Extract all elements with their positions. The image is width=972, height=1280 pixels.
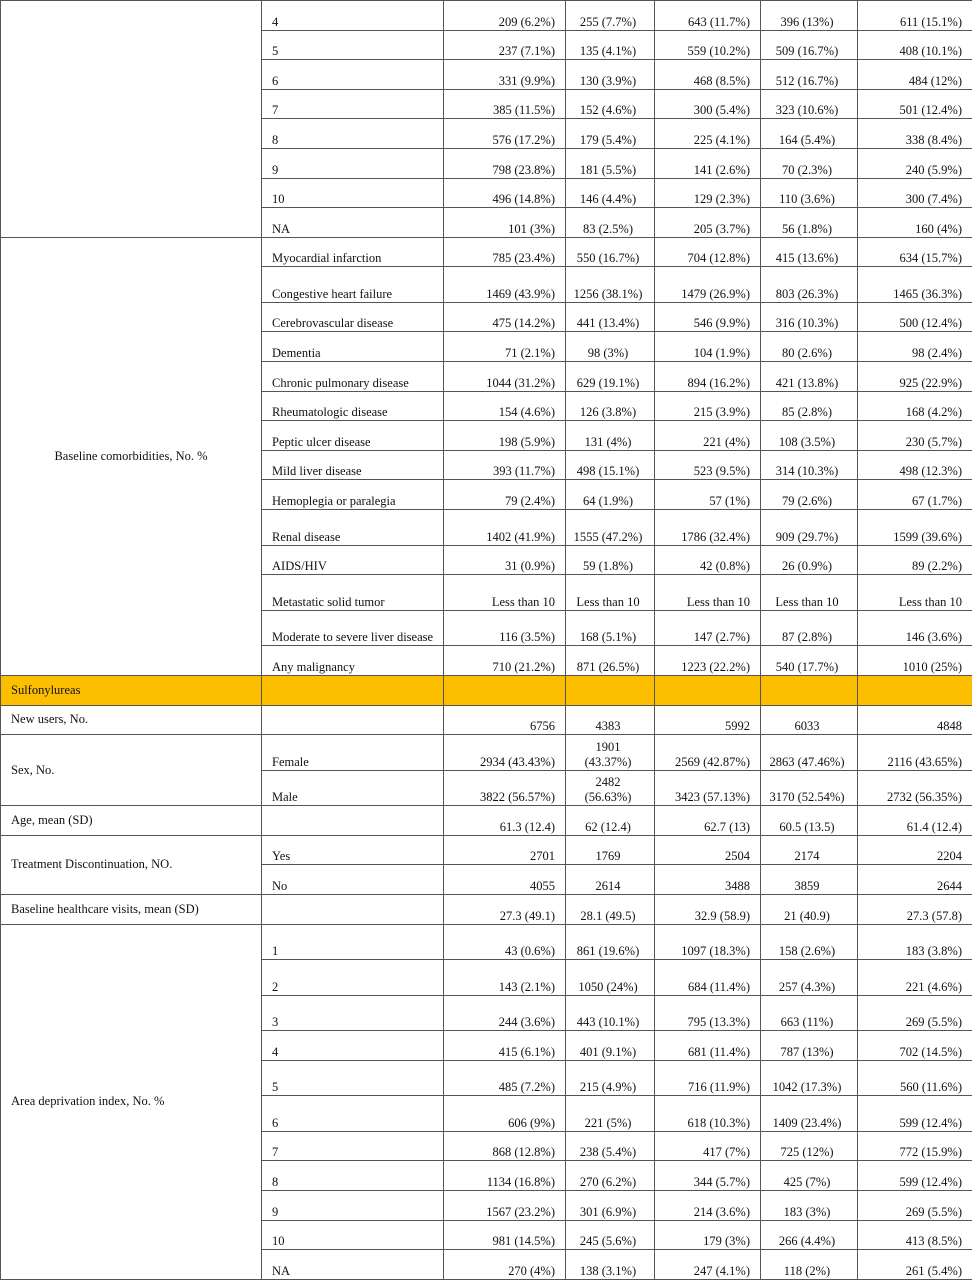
area-index-label: 1 [262,924,444,960]
value-cell: 80 (2.6%) [761,332,858,362]
value-cell: Less than 10 [566,575,655,611]
section-empty-cell [566,675,655,705]
value-cell: 56 (1.8%) [761,208,858,238]
value-cell: 787 (13%) [761,1031,858,1061]
empty-cell [262,806,444,836]
row-label: NA [262,208,444,238]
value-cell: 509 (16.7%) [761,30,858,60]
age-label: Age, mean (SD) [1,806,262,836]
area-index-label: NA [262,1250,444,1280]
value-cell: 393 (11.7%) [444,450,566,480]
value-cell: 1479 (26.9%) [655,267,761,303]
value-cell: 3423 (57.13%) [655,770,761,806]
value-cell: 441 (13.4%) [566,302,655,332]
value-cell: 401 (9.1%) [566,1031,655,1061]
section-header-row [1,675,972,705]
value-cell: 98 (3%) [566,332,655,362]
value-cell: 87 (2.8%) [761,610,858,646]
value-cell: 498 (12.3%) [858,450,972,480]
value-cell: 415 (6.1%) [444,1031,566,1061]
area-index-label: 8 [262,1161,444,1191]
value-cell: 421 (13.8%) [761,362,858,392]
value-cell: 26 (0.9%) [761,545,858,575]
table-row [1,806,972,836]
value-cell: 498 (15.1%) [566,450,655,480]
value-cell: 2504 [655,835,761,865]
section-empty-cell [858,675,972,705]
value-cell: 546 (9.9%) [655,302,761,332]
value-cell: 141 (2.6%) [655,148,761,178]
value-cell: 110 (3.6%) [761,178,858,208]
value-cell: 629 (19.1%) [566,362,655,392]
value-cell: 314 (10.3%) [761,450,858,480]
table-row [1,705,972,735]
value-cell: 147 (2.7%) [655,610,761,646]
value-cell: 146 (4.4%) [566,178,655,208]
area-index-label: 7 [262,1131,444,1161]
value-cell: 2116 (43.65%) [858,735,972,771]
value-cell: 868 (12.8%) [444,1131,566,1161]
value-cell: 785 (23.4%) [444,237,566,267]
value-cell: 98 (2.4%) [858,332,972,362]
value-cell: Less than 10 [655,575,761,611]
value-cell: 300 (5.4%) [655,89,761,119]
value-cell: 2174 [761,835,858,865]
value-cell: 61.4 (12.4) [858,806,972,836]
comorbidity-label: Myocardial infarction [262,237,444,267]
value-cell: 323 (10.6%) [761,89,858,119]
value-cell: 634 (15.7%) [858,237,972,267]
value-cell: 67 (1.7%) [858,480,972,510]
value-cell: 417 (7%) [655,1131,761,1161]
value-cell: 3822 (56.57%) [444,770,566,806]
value-cell: 130 (3.9%) [566,60,655,90]
value-cell: 138 (3.1%) [566,1250,655,1280]
table-row [1,924,972,960]
comorbidity-label: Congestive heart failure [262,267,444,303]
value-cell: 925 (22.9%) [858,362,972,392]
value-cell: 179 (5.4%) [566,119,655,149]
value-cell: 62 (12.4) [566,806,655,836]
value-cell: 4383 [566,705,655,735]
value-cell: 214 (3.6%) [655,1190,761,1220]
empty-cell [262,895,444,925]
value-cell: 118 (2%) [761,1250,858,1280]
value-cell: 415 (13.6%) [761,237,858,267]
section-empty-cell [262,675,444,705]
value-cell: 183 (3.8%) [858,924,972,960]
value-cell: 183 (3%) [761,1190,858,1220]
value-cell: 245 (5.6%) [566,1220,655,1250]
section-title: Sulfonylureas [1,675,262,705]
row-label: 5 [262,30,444,60]
value-cell: 152 (4.6%) [566,89,655,119]
value-cell: 803 (26.3%) [761,267,858,303]
value-cell: 396 (13%) [761,1,858,31]
value-cell: 230 (5.7%) [858,421,972,451]
value-cell: 871 (26.5%) [566,646,655,676]
value-cell: 61.3 (12.4) [444,806,566,836]
value-cell: 1769 [566,835,655,865]
value-cell: 131 (4%) [566,421,655,451]
value-cell: 108 (3.5%) [761,421,858,451]
value-cell: 83 (2.5%) [566,208,655,238]
comorbidity-label: Moderate to severe liver disease [262,610,444,646]
value-cell: 2644 [858,865,972,895]
value-cell: 1901 (43.37%) [566,735,655,771]
value-cell: 146 (3.6%) [858,610,972,646]
area-deprivation-label: Area deprivation index, No. % [1,924,262,1279]
value-cell: 1599 (39.6%) [858,510,972,546]
value-cell: 408 (10.1%) [858,30,972,60]
discontinuation-label: Treatment Discontinuation, NO. [1,835,262,894]
value-cell: 2614 [566,865,655,895]
value-cell: 6756 [444,705,566,735]
value-cell: 485 (7.2%) [444,1060,566,1096]
value-cell: 257 (4.3%) [761,960,858,996]
value-cell: 215 (3.9%) [655,391,761,421]
value-cell: 215 (4.9%) [566,1060,655,1096]
area-index-label: 6 [262,1096,444,1132]
sex-label: Sex, No. [1,735,262,806]
value-cell: 59 (1.8%) [566,545,655,575]
row-label: 10 [262,178,444,208]
value-cell: 209 (6.2%) [444,1,566,31]
value-cell: 64 (1.9%) [566,480,655,510]
value-cell: 1402 (41.9%) [444,510,566,546]
comorbidity-label: Dementia [262,332,444,362]
value-cell: 270 (4%) [444,1250,566,1280]
visits-label: Baseline healthcare visits, mean (SD) [1,895,262,925]
value-cell: 221 (5%) [566,1096,655,1132]
value-cell: 240 (5.9%) [858,148,972,178]
value-cell: 3170 (52.54%) [761,770,858,806]
new-users-label: New users, No. [1,705,262,735]
value-cell: 135 (4.1%) [566,30,655,60]
value-cell: 501 (12.4%) [858,89,972,119]
comorbidity-label: Chronic pulmonary disease [262,362,444,392]
value-cell: 894 (16.2%) [655,362,761,392]
value-cell: 1050 (24%) [566,960,655,996]
value-cell: 599 (12.4%) [858,1161,972,1191]
area-index-label: 10 [262,1220,444,1250]
value-cell: 475 (14.2%) [444,302,566,332]
value-cell: 702 (14.5%) [858,1031,972,1061]
discontinuation-category: Yes [262,835,444,865]
value-cell: Less than 10 [761,575,858,611]
value-cell: 981 (14.5%) [444,1220,566,1250]
value-cell: 643 (11.7%) [655,1,761,31]
value-cell: 684 (11.4%) [655,960,761,996]
value-cell: 6033 [761,705,858,735]
value-cell: 425 (7%) [761,1161,858,1191]
value-cell: 909 (29.7%) [761,510,858,546]
value-cell: 79 (2.6%) [761,480,858,510]
value-cell: 550 (16.7%) [566,237,655,267]
value-cell: 164 (5.4%) [761,119,858,149]
table-row [1,1,972,31]
value-cell: 1044 (31.2%) [444,362,566,392]
value-cell: 269 (5.5%) [858,1190,972,1220]
value-cell: 496 (14.8%) [444,178,566,208]
area-index-label: 2 [262,960,444,996]
value-cell: 225 (4.1%) [655,119,761,149]
row-label: 4 [262,1,444,31]
value-cell: 663 (11%) [761,995,858,1031]
value-cell: 1097 (18.3%) [655,924,761,960]
value-cell: 27.3 (57.8) [858,895,972,925]
value-cell: 179 (3%) [655,1220,761,1250]
value-cell: 2701 [444,835,566,865]
value-cell: 255 (7.7%) [566,1,655,31]
discontinuation-category: No [262,865,444,895]
value-cell: 221 (4.6%) [858,960,972,996]
value-cell: 512 (16.7%) [761,60,858,90]
value-cell: 725 (12%) [761,1131,858,1161]
value-cell: 1555 (47.2%) [566,510,655,546]
value-cell: 238 (5.4%) [566,1131,655,1161]
value-cell: 28.1 (49.5) [566,895,655,925]
value-cell: 576 (17.2%) [444,119,566,149]
value-cell: 62.7 (13) [655,806,761,836]
value-cell: 198 (5.9%) [444,421,566,451]
value-cell: 704 (12.8%) [655,237,761,267]
section-empty-cell [655,675,761,705]
sex-category: Female [262,735,444,771]
value-cell: 158 (2.6%) [761,924,858,960]
area-index-label: 5 [262,1060,444,1096]
value-cell: 606 (9%) [444,1096,566,1132]
value-cell: 237 (7.1%) [444,30,566,60]
section-empty-cell [761,675,858,705]
value-cell: 5992 [655,705,761,735]
value-cell: 861 (19.6%) [566,924,655,960]
value-cell: 1409 (23.4%) [761,1096,858,1132]
value-cell: 413 (8.5%) [858,1220,972,1250]
value-cell: 2732 (56.35%) [858,770,972,806]
value-cell: 1469 (43.9%) [444,267,566,303]
value-cell: 31 (0.9%) [444,545,566,575]
row-label: 6 [262,60,444,90]
value-cell: 1134 (16.8%) [444,1161,566,1191]
value-cell: 2934 (43.43%) [444,735,566,771]
value-cell: 795 (13.3%) [655,995,761,1031]
value-cell: 443 (10.1%) [566,995,655,1031]
value-cell: 599 (12.4%) [858,1096,972,1132]
section-empty-cell [444,675,566,705]
value-cell: 126 (3.8%) [566,391,655,421]
value-cell: 181 (5.5%) [566,148,655,178]
value-cell: 3859 [761,865,858,895]
continued-group-cell [1,1,262,238]
value-cell: 1786 (32.4%) [655,510,761,546]
value-cell: 104 (1.9%) [655,332,761,362]
value-cell: 540 (17.7%) [761,646,858,676]
value-cell: 85 (2.8%) [761,391,858,421]
value-cell: Less than 10 [858,575,972,611]
value-cell: 32.9 (58.9) [655,895,761,925]
value-cell: 344 (5.7%) [655,1161,761,1191]
row-label: 7 [262,89,444,119]
value-cell: 261 (5.4%) [858,1250,972,1280]
value-cell: 168 (5.1%) [566,610,655,646]
value-cell: 716 (11.9%) [655,1060,761,1096]
value-cell: 798 (23.8%) [444,148,566,178]
value-cell: 42 (0.8%) [655,545,761,575]
value-cell: 316 (10.3%) [761,302,858,332]
comorbidities-group-label: Baseline comorbidities, No. % [1,237,262,675]
sex-category: Male [262,770,444,806]
value-cell: 71 (2.1%) [444,332,566,362]
value-cell: 1042 (17.3%) [761,1060,858,1096]
comorbidity-label: Mild liver disease [262,450,444,480]
value-cell: 160 (4%) [858,208,972,238]
value-cell: 1465 (36.3%) [858,267,972,303]
value-cell: 129 (2.3%) [655,178,761,208]
value-cell: 710 (21.2%) [444,646,566,676]
comorbidity-label: AIDS/HIV [262,545,444,575]
value-cell: 205 (3.7%) [655,208,761,238]
comorbidity-label: Cerebrovascular disease [262,302,444,332]
comorbidity-label: Metastatic solid tumor [262,575,444,611]
value-cell: 2204 [858,835,972,865]
row-label: 9 [262,148,444,178]
value-cell: 681 (11.4%) [655,1031,761,1061]
value-cell: 79 (2.4%) [444,480,566,510]
value-cell: 331 (9.9%) [444,60,566,90]
value-cell: 70 (2.3%) [761,148,858,178]
area-index-label: 4 [262,1031,444,1061]
value-cell: 89 (2.2%) [858,545,972,575]
value-cell: 269 (5.5%) [858,995,972,1031]
value-cell: 468 (8.5%) [655,60,761,90]
value-cell: 300 (7.4%) [858,178,972,208]
value-cell: 338 (8.4%) [858,119,972,149]
value-cell: 560 (11.6%) [858,1060,972,1096]
value-cell: 484 (12%) [858,60,972,90]
comorbidity-label: Peptic ulcer disease [262,421,444,451]
value-cell: 301 (6.9%) [566,1190,655,1220]
table-row [1,835,972,865]
value-cell: 21 (40.9) [761,895,858,925]
value-cell: 221 (4%) [655,421,761,451]
value-cell: 43 (0.6%) [444,924,566,960]
value-cell: 1256 (38.1%) [566,267,655,303]
value-cell: 2569 (42.87%) [655,735,761,771]
value-cell: 611 (15.1%) [858,1,972,31]
comorbidity-label: Hemoplegia or paralegia [262,480,444,510]
area-index-label: 9 [262,1190,444,1220]
comorbidity-label: Renal disease [262,510,444,546]
value-cell: 1223 (22.2%) [655,646,761,676]
value-cell: 559 (10.2%) [655,30,761,60]
table-row [1,237,972,267]
value-cell: 270 (6.2%) [566,1161,655,1191]
value-cell: 247 (4.1%) [655,1250,761,1280]
table-row [1,735,972,771]
area-index-label: 3 [262,995,444,1031]
value-cell: 57 (1%) [655,480,761,510]
table-row [1,895,972,925]
value-cell: 500 (12.4%) [858,302,972,332]
value-cell: 1567 (23.2%) [444,1190,566,1220]
value-cell: 1010 (25%) [858,646,972,676]
value-cell: 618 (10.3%) [655,1096,761,1132]
value-cell: 116 (3.5%) [444,610,566,646]
row-label: 8 [262,119,444,149]
value-cell: 772 (15.9%) [858,1131,972,1161]
value-cell: 385 (11.5%) [444,89,566,119]
value-cell: 168 (4.2%) [858,391,972,421]
value-cell: 4055 [444,865,566,895]
value-cell: 2482 (56.63%) [566,770,655,806]
value-cell: 154 (4.6%) [444,391,566,421]
comorbidity-label: Rheumatologic disease [262,391,444,421]
value-cell: 101 (3%) [444,208,566,238]
value-cell: 4848 [858,705,972,735]
value-cell: 60.5 (13.5) [761,806,858,836]
value-cell: 2863 (47.46%) [761,735,858,771]
value-cell: 27.3 (49.1) [444,895,566,925]
value-cell: 3488 [655,865,761,895]
value-cell: Less than 10 [444,575,566,611]
value-cell: 244 (3.6%) [444,995,566,1031]
empty-cell [262,705,444,735]
value-cell: 266 (4.4%) [761,1220,858,1250]
value-cell: 143 (2.1%) [444,960,566,996]
value-cell: 523 (9.5%) [655,450,761,480]
comorbidity-label: Any malignancy [262,646,444,676]
